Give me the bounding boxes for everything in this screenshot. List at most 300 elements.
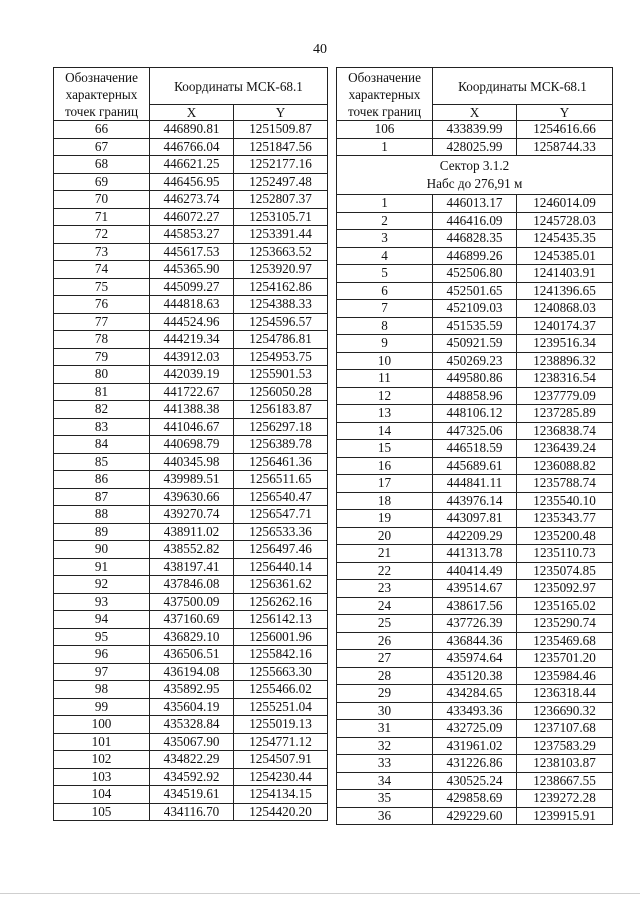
x-coordinate-cell: 434116.70 xyxy=(150,803,234,821)
point-number-cell: 36 xyxy=(337,807,433,825)
x-coordinate-cell: 442209.29 xyxy=(433,527,517,545)
y-coordinate-cell: 1254953.75 xyxy=(234,348,328,366)
x-coordinate-cell: 438552.82 xyxy=(150,541,234,559)
table-row xyxy=(337,545,613,563)
scan-edge-line xyxy=(0,893,640,894)
x-coordinate-cell: 437160.69 xyxy=(150,611,234,629)
header-x: X xyxy=(150,105,234,121)
x-coordinate-cell: 446416.09 xyxy=(433,212,517,230)
y-coordinate-cell: 1255901.53 xyxy=(234,366,328,384)
point-number-cell: 79 xyxy=(54,348,150,366)
point-number-cell: 96 xyxy=(54,646,150,664)
point-number-cell: 97 xyxy=(54,663,150,681)
y-coordinate-cell: 1254507.91 xyxy=(234,751,328,769)
table-row xyxy=(337,335,613,353)
point-number-cell: 24 xyxy=(337,597,433,615)
y-coordinate-cell: 1256533.36 xyxy=(234,523,328,541)
point-number-cell: 87 xyxy=(54,488,150,506)
y-coordinate-cell: 1235110.73 xyxy=(517,545,613,563)
table-row xyxy=(337,121,613,139)
y-coordinate-cell: 1255466.02 xyxy=(234,681,328,699)
y-coordinate-cell: 1256547.71 xyxy=(234,506,328,524)
table-row xyxy=(54,751,328,769)
y-coordinate-cell: 1235343.77 xyxy=(517,510,613,528)
point-number-cell: 23 xyxy=(337,580,433,598)
point-number-cell: 3 xyxy=(337,230,433,248)
point-number-cell: 93 xyxy=(54,593,150,611)
point-number-cell: 99 xyxy=(54,698,150,716)
table-row xyxy=(54,541,328,559)
table-row xyxy=(54,576,328,594)
table-row xyxy=(54,506,328,524)
point-number-cell: 8 xyxy=(337,317,433,335)
y-coordinate-cell: 1255663.30 xyxy=(234,663,328,681)
table-row xyxy=(337,755,613,773)
table-row xyxy=(54,191,328,209)
y-coordinate-cell: 1256440.14 xyxy=(234,558,328,576)
x-coordinate-cell: 440345.98 xyxy=(150,453,234,471)
y-coordinate-cell: 1256183.87 xyxy=(234,401,328,419)
table-row xyxy=(54,138,328,156)
table-row xyxy=(54,681,328,699)
point-number-cell: 95 xyxy=(54,628,150,646)
y-coordinate-cell: 1238316.54 xyxy=(517,370,613,388)
page-number: 40 xyxy=(313,42,327,57)
x-coordinate-cell: 447325.06 xyxy=(433,422,517,440)
point-number-cell: 26 xyxy=(337,632,433,650)
table-row xyxy=(337,807,613,825)
table-row xyxy=(54,628,328,646)
x-coordinate-cell: 444841.11 xyxy=(433,475,517,493)
y-coordinate-cell: 1237779.09 xyxy=(517,387,613,405)
x-coordinate-cell: 436506.51 xyxy=(150,646,234,664)
table-row xyxy=(54,593,328,611)
x-coordinate-cell: 439270.74 xyxy=(150,506,234,524)
y-coordinate-cell: 1241396.65 xyxy=(517,282,613,300)
y-coordinate-cell: 1237107.68 xyxy=(517,720,613,738)
x-coordinate-cell: 445617.53 xyxy=(150,243,234,261)
y-coordinate-cell: 1253920.97 xyxy=(234,261,328,279)
header-coordinates: Координаты МСК-68.1 xyxy=(433,68,613,105)
x-coordinate-cell: 446013.17 xyxy=(433,195,517,213)
x-coordinate-cell: 439989.51 xyxy=(150,471,234,489)
table-row xyxy=(54,663,328,681)
x-coordinate-cell: 446072.27 xyxy=(150,208,234,226)
x-coordinate-cell: 437846.08 xyxy=(150,576,234,594)
y-coordinate-cell: 1246014.09 xyxy=(517,195,613,213)
point-number-cell: 17 xyxy=(337,475,433,493)
point-number-cell: 1 xyxy=(337,195,433,213)
x-coordinate-cell: 452506.80 xyxy=(433,265,517,283)
y-coordinate-cell: 1251509.87 xyxy=(234,121,328,139)
y-coordinate-cell: 1256361.62 xyxy=(234,576,328,594)
y-coordinate-cell: 1236318.44 xyxy=(517,685,613,703)
x-coordinate-cell: 444524.96 xyxy=(150,313,234,331)
header-x: X xyxy=(433,105,517,121)
table-row xyxy=(337,282,613,300)
y-coordinate-cell: 1255251.04 xyxy=(234,698,328,716)
table-row xyxy=(54,208,328,226)
point-number-cell: 98 xyxy=(54,681,150,699)
point-number-cell: 16 xyxy=(337,457,433,475)
table-row xyxy=(54,768,328,786)
x-coordinate-cell: 429858.69 xyxy=(433,790,517,808)
table-row xyxy=(54,611,328,629)
point-number-cell: 82 xyxy=(54,401,150,419)
y-coordinate-cell: 1245385.01 xyxy=(517,247,613,265)
point-number-cell: 103 xyxy=(54,768,150,786)
point-number-cell: 5 xyxy=(337,265,433,283)
table-row xyxy=(54,558,328,576)
point-number-cell: 75 xyxy=(54,278,150,296)
point-number-cell: 70 xyxy=(54,191,150,209)
table-row xyxy=(337,632,613,650)
point-number-cell: 81 xyxy=(54,383,150,401)
point-number-cell: 7 xyxy=(337,300,433,318)
y-coordinate-cell: 1240174.37 xyxy=(517,317,613,335)
x-coordinate-cell: 437726.39 xyxy=(433,615,517,633)
point-number-cell: 4 xyxy=(337,247,433,265)
point-number-cell: 2 xyxy=(337,212,433,230)
point-number-cell: 105 xyxy=(54,803,150,821)
x-coordinate-cell: 443912.03 xyxy=(150,348,234,366)
table-row xyxy=(54,418,328,436)
x-coordinate-cell: 435067.90 xyxy=(150,733,234,751)
y-coordinate-cell: 1238103.87 xyxy=(517,755,613,773)
right-top-table-body xyxy=(337,121,613,156)
table-row xyxy=(54,243,328,261)
x-coordinate-cell: 439514.67 xyxy=(433,580,517,598)
x-coordinate-cell: 448858.96 xyxy=(433,387,517,405)
x-coordinate-cell: 433839.99 xyxy=(433,121,517,139)
table-row xyxy=(337,300,613,318)
x-coordinate-cell: 430525.24 xyxy=(433,772,517,790)
table-row xyxy=(337,510,613,528)
table-row xyxy=(337,247,613,265)
y-coordinate-cell: 1254771.12 xyxy=(234,733,328,751)
x-coordinate-cell: 440698.79 xyxy=(150,436,234,454)
y-coordinate-cell: 1251847.56 xyxy=(234,138,328,156)
y-coordinate-cell: 1241403.91 xyxy=(517,265,613,283)
x-coordinate-cell: 446828.35 xyxy=(433,230,517,248)
point-number-cell: 72 xyxy=(54,226,150,244)
table-row xyxy=(54,453,328,471)
point-number-cell: 6 xyxy=(337,282,433,300)
y-coordinate-cell: 1235469.68 xyxy=(517,632,613,650)
y-coordinate-cell: 1253105.71 xyxy=(234,208,328,226)
table-row xyxy=(337,790,613,808)
point-number-cell: 31 xyxy=(337,720,433,738)
point-number-cell: 76 xyxy=(54,296,150,314)
table-row xyxy=(54,401,328,419)
x-coordinate-cell: 452109.03 xyxy=(433,300,517,318)
point-number-cell: 34 xyxy=(337,772,433,790)
point-number-cell: 28 xyxy=(337,667,433,685)
y-coordinate-cell: 1240868.03 xyxy=(517,300,613,318)
header-designation: Обозначение характерных точек границ xyxy=(54,68,150,121)
sector-title: Сектор 3.1.2 xyxy=(439,158,510,173)
y-coordinate-cell: 1235074.85 xyxy=(517,562,613,580)
table-row xyxy=(337,195,613,213)
y-coordinate-cell: 1256497.46 xyxy=(234,541,328,559)
table-row xyxy=(54,383,328,401)
x-coordinate-cell: 434284.65 xyxy=(433,685,517,703)
table-row xyxy=(337,562,613,580)
y-coordinate-cell: 1235092.97 xyxy=(517,580,613,598)
point-number-cell: 106 xyxy=(337,121,433,139)
x-coordinate-cell: 432725.09 xyxy=(433,720,517,738)
y-coordinate-cell: 1237285.89 xyxy=(517,405,613,423)
x-coordinate-cell: 446899.26 xyxy=(433,247,517,265)
y-coordinate-cell: 1256262.16 xyxy=(234,593,328,611)
x-coordinate-cell: 446273.74 xyxy=(150,191,234,209)
x-coordinate-cell: 435120.38 xyxy=(433,667,517,685)
x-coordinate-cell: 445099.27 xyxy=(150,278,234,296)
point-number-cell: 68 xyxy=(54,156,150,174)
y-coordinate-cell: 1252497.48 xyxy=(234,173,328,191)
table-row xyxy=(337,650,613,668)
point-number-cell: 25 xyxy=(337,615,433,633)
y-coordinate-cell: 1254388.33 xyxy=(234,296,328,314)
point-number-cell: 18 xyxy=(337,492,433,510)
point-number-cell: 67 xyxy=(54,138,150,156)
x-coordinate-cell: 433493.36 xyxy=(433,702,517,720)
y-coordinate-cell: 1239915.91 xyxy=(517,807,613,825)
table-row xyxy=(337,737,613,755)
y-coordinate-cell: 1254162.86 xyxy=(234,278,328,296)
y-coordinate-cell: 1254134.15 xyxy=(234,786,328,804)
point-number-cell: 30 xyxy=(337,702,433,720)
table-row xyxy=(337,440,613,458)
table-row xyxy=(54,488,328,506)
x-coordinate-cell: 448106.12 xyxy=(433,405,517,423)
x-coordinate-cell: 434592.92 xyxy=(150,768,234,786)
x-coordinate-cell: 441722.67 xyxy=(150,383,234,401)
point-number-cell: 32 xyxy=(337,737,433,755)
table-row xyxy=(337,352,613,370)
table-row xyxy=(337,475,613,493)
y-coordinate-cell: 1256050.28 xyxy=(234,383,328,401)
table-row xyxy=(337,230,613,248)
y-coordinate-cell: 1252807.37 xyxy=(234,191,328,209)
table-row xyxy=(54,471,328,489)
y-coordinate-cell: 1254596.57 xyxy=(234,313,328,331)
x-coordinate-cell: 441313.78 xyxy=(433,545,517,563)
table-row xyxy=(337,138,613,156)
table-row xyxy=(337,317,613,335)
x-coordinate-cell: 445689.61 xyxy=(433,457,517,475)
sector-heading xyxy=(337,156,613,195)
point-number-cell: 12 xyxy=(337,387,433,405)
y-coordinate-cell: 1235200.48 xyxy=(517,527,613,545)
point-number-cell: 14 xyxy=(337,422,433,440)
point-number-cell: 89 xyxy=(54,523,150,541)
table-row xyxy=(337,492,613,510)
point-number-cell: 102 xyxy=(54,751,150,769)
point-number-cell: 83 xyxy=(54,418,150,436)
x-coordinate-cell: 437500.09 xyxy=(150,593,234,611)
table-row xyxy=(54,716,328,734)
point-number-cell: 35 xyxy=(337,790,433,808)
x-coordinate-cell: 435604.19 xyxy=(150,698,234,716)
table-row xyxy=(54,261,328,279)
y-coordinate-cell: 1235165.02 xyxy=(517,597,613,615)
x-coordinate-cell: 446890.81 xyxy=(150,121,234,139)
y-coordinate-cell: 1235701.20 xyxy=(517,650,613,668)
table-row xyxy=(54,786,328,804)
x-coordinate-cell: 431226.86 xyxy=(433,755,517,773)
point-number-cell: 20 xyxy=(337,527,433,545)
point-number-cell: 73 xyxy=(54,243,150,261)
header-y: Y xyxy=(517,105,613,121)
x-coordinate-cell: 444818.63 xyxy=(150,296,234,314)
table-row xyxy=(54,348,328,366)
x-coordinate-cell: 443976.14 xyxy=(433,492,517,510)
point-number-cell: 1 xyxy=(337,138,433,156)
table-row xyxy=(337,212,613,230)
point-number-cell: 94 xyxy=(54,611,150,629)
point-number-cell: 100 xyxy=(54,716,150,734)
x-coordinate-cell: 443097.81 xyxy=(433,510,517,528)
x-coordinate-cell: 436829.10 xyxy=(150,628,234,646)
x-coordinate-cell: 436194.08 xyxy=(150,663,234,681)
x-coordinate-cell: 450269.23 xyxy=(433,352,517,370)
y-coordinate-cell: 1254420.20 xyxy=(234,803,328,821)
table-row xyxy=(54,646,328,664)
point-number-cell: 22 xyxy=(337,562,433,580)
y-coordinate-cell: 1254786.81 xyxy=(234,331,328,349)
point-number-cell: 27 xyxy=(337,650,433,668)
x-coordinate-cell: 452501.65 xyxy=(433,282,517,300)
y-coordinate-cell: 1239516.34 xyxy=(517,335,613,353)
x-coordinate-cell: 439630.66 xyxy=(150,488,234,506)
y-coordinate-cell: 1236088.82 xyxy=(517,457,613,475)
table-row xyxy=(54,366,328,384)
x-coordinate-cell: 449580.86 xyxy=(433,370,517,388)
x-coordinate-cell: 434519.61 xyxy=(150,786,234,804)
table-row xyxy=(54,733,328,751)
point-number-cell: 13 xyxy=(337,405,433,423)
x-coordinate-cell: 438197.41 xyxy=(150,558,234,576)
header-coordinates: Координаты МСК-68.1 xyxy=(150,68,328,105)
left-table-body xyxy=(54,121,328,821)
point-number-cell: 92 xyxy=(54,576,150,594)
point-number-cell: 85 xyxy=(54,453,150,471)
x-coordinate-cell: 438617.56 xyxy=(433,597,517,615)
x-coordinate-cell: 440414.49 xyxy=(433,562,517,580)
table-row xyxy=(337,457,613,475)
y-coordinate-cell: 1255019.13 xyxy=(234,716,328,734)
x-coordinate-cell: 441046.67 xyxy=(150,418,234,436)
table-row xyxy=(337,667,613,685)
right-table-body xyxy=(337,195,613,825)
table-row xyxy=(337,615,613,633)
sector-row xyxy=(337,156,613,195)
table-row xyxy=(337,720,613,738)
table-row xyxy=(337,265,613,283)
point-number-cell: 80 xyxy=(54,366,150,384)
y-coordinate-cell: 1256511.65 xyxy=(234,471,328,489)
point-number-cell: 33 xyxy=(337,755,433,773)
point-number-cell: 101 xyxy=(54,733,150,751)
x-coordinate-cell: 435974.64 xyxy=(433,650,517,668)
table-row xyxy=(337,702,613,720)
y-coordinate-cell: 1235984.46 xyxy=(517,667,613,685)
x-coordinate-cell: 441388.38 xyxy=(150,401,234,419)
y-coordinate-cell: 1235788.74 xyxy=(517,475,613,493)
x-coordinate-cell: 445853.27 xyxy=(150,226,234,244)
x-coordinate-cell: 428025.99 xyxy=(433,138,517,156)
table-row xyxy=(337,370,613,388)
point-number-cell: 9 xyxy=(337,335,433,353)
table-row xyxy=(54,523,328,541)
point-number-cell: 10 xyxy=(337,352,433,370)
x-coordinate-cell: 435892.95 xyxy=(150,681,234,699)
y-coordinate-cell: 1245728.03 xyxy=(517,212,613,230)
y-coordinate-cell: 1254230.44 xyxy=(234,768,328,786)
header-designation: Обозначение характерных точек границ xyxy=(337,68,433,121)
y-coordinate-cell: 1256461.36 xyxy=(234,453,328,471)
table-row xyxy=(54,698,328,716)
y-coordinate-cell: 1256001.96 xyxy=(234,628,328,646)
table-row xyxy=(54,803,328,821)
y-coordinate-cell: 1255842.16 xyxy=(234,646,328,664)
sector-section xyxy=(337,156,613,195)
point-number-cell: 21 xyxy=(337,545,433,563)
point-number-cell: 88 xyxy=(54,506,150,524)
point-number-cell: 86 xyxy=(54,471,150,489)
x-coordinate-cell: 438911.02 xyxy=(150,523,234,541)
point-number-cell: 74 xyxy=(54,261,150,279)
x-coordinate-cell: 450921.59 xyxy=(433,335,517,353)
coordinates-table-right xyxy=(336,67,613,825)
table-row xyxy=(54,331,328,349)
point-number-cell: 104 xyxy=(54,786,150,804)
point-number-cell: 69 xyxy=(54,173,150,191)
point-number-cell: 90 xyxy=(54,541,150,559)
point-number-cell: 78 xyxy=(54,331,150,349)
table-row xyxy=(337,405,613,423)
point-number-cell: 15 xyxy=(337,440,433,458)
table-row xyxy=(337,422,613,440)
point-number-cell: 84 xyxy=(54,436,150,454)
point-number-cell: 29 xyxy=(337,685,433,703)
table-row xyxy=(337,597,613,615)
y-coordinate-cell: 1256297.18 xyxy=(234,418,328,436)
table-row xyxy=(337,527,613,545)
y-coordinate-cell: 1235290.74 xyxy=(517,615,613,633)
x-coordinate-cell: 446621.25 xyxy=(150,156,234,174)
x-coordinate-cell: 442039.19 xyxy=(150,366,234,384)
y-coordinate-cell: 1256389.78 xyxy=(234,436,328,454)
x-coordinate-cell: 431961.02 xyxy=(433,737,517,755)
y-coordinate-cell: 1245435.35 xyxy=(517,230,613,248)
y-coordinate-cell: 1253391.44 xyxy=(234,226,328,244)
y-coordinate-cell: 1254616.66 xyxy=(517,121,613,139)
y-coordinate-cell: 1235540.10 xyxy=(517,492,613,510)
point-number-cell: 77 xyxy=(54,313,150,331)
y-coordinate-cell: 1238896.32 xyxy=(517,352,613,370)
y-coordinate-cell: 1236838.74 xyxy=(517,422,613,440)
y-coordinate-cell: 1253663.52 xyxy=(234,243,328,261)
header-y: Y xyxy=(234,105,328,121)
table-row xyxy=(54,313,328,331)
y-coordinate-cell: 1239272.28 xyxy=(517,790,613,808)
x-coordinate-cell: 446456.95 xyxy=(150,173,234,191)
x-coordinate-cell: 444219.34 xyxy=(150,331,234,349)
table-row xyxy=(54,278,328,296)
table-row xyxy=(54,436,328,454)
